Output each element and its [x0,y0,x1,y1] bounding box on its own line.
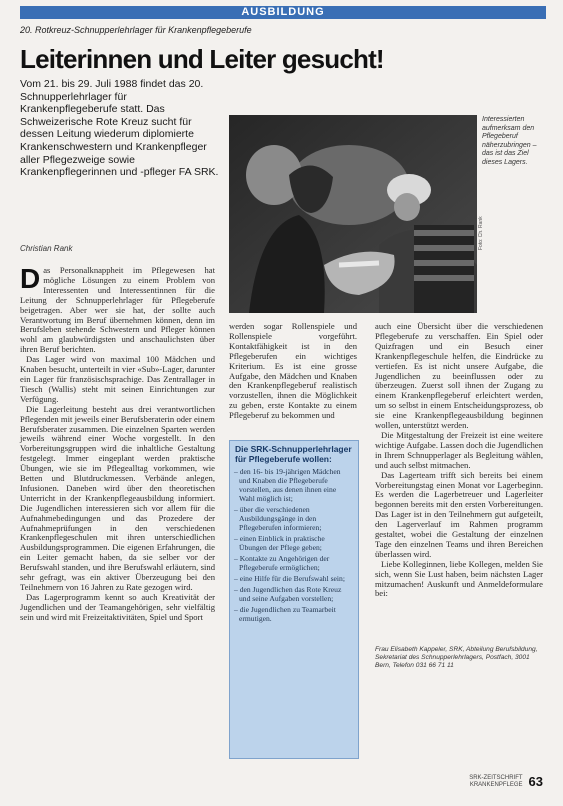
page-footer [469,774,543,789]
article-column-2 [229,321,357,421]
info-box-item: – die Jugendlichen zu Teamarbeit ermutigen. [239,605,353,623]
info-box-list [230,467,358,623]
photo-caption: Interessierten aufmerksam den Pflegeberuf näherzubringen – das ist das Ziel dieses Lagers. [482,116,537,166]
article-column-1 [20,263,215,788]
first-paragraph-text: as Personalknappheit im Pflegewesen hat mögliche Lösungen zu einem Problem von Interessenten und Interessentinnen für die Leitung der Schnupperlehrlager für Pflegeberufe beigetragen. Aber wer sie hat, der sollte auch Verantwortung im Beruf übernehmen können, denn im Berufsleben stehende Schwestern und Pfleger können wohl am glaubwürdigsten und anschaulichsten über ihren Beruf berichten. [20,265,215,355]
photo-credit: Foto: Ch. Rank [478,216,484,250]
info-box-item: – den 16- bis 19-jährigen Mädchen und Knaben die Pflegeberufe vorstellen, aus denen ihnen eine Wahl möglich ist; [239,467,353,503]
article-paragraph: auch eine Übersicht über die verschiedenen Pflegeberufe zu verschaffen. Ein Spiel oder Quizfragen und ein Besuch einer Krankenpflegeschule helfen, die Eindrücke zu vertiefen. Es ist nicht unsere Aufgabe, die Jugendlichen zu beeinflussen oder zu überzeugen. Zuerst soll ihnen der Zugang zu einem Krankenpflegeberuf erleichtert werden, um so selbst in einem Entscheidungsprozess, ob sie eine Krankenpflegeausbildung beginnen wollen, unterstützt werden. [375,321,543,431]
info-box [229,440,359,759]
info-box-item: – über die verschiedenen Ausbildungsgänge in den Pflegeberufen informieren; [239,505,353,532]
contact-footnote: Frau Elisabeth Kappeler, SRK, Abteilung Berufsbildung, Sekretariat des Schnupperlehrlagers, Postfach, 3001 Bern, Telefon 031 66 71 11 [375,646,538,669]
section-label: AUSBILDUNG [241,6,325,18]
info-box-item: – den Jugendlichen das Rote Kreuz und seine Aufgaben vorstellen; [239,585,353,603]
article-paragraph: Die Lagerleitung besteht aus drei verantwortlichen Pflegenden mit jeweils einer Berufsberaterin oder einem Berufsberater zusammen. Die einzelnen Sparten werden jeweils während einer Woche vorgestellt. In den Vorbereitungsgruppen wird die inhaltliche Gestaltung festgelegt. Immer eingeplant werden praktische Übungen, wie sie im Pflegealltag vorkommen, wie Betten und Blutdruckmessen. Verbände anlegen, Infusionen. Daneben wird über den theoretischen Unterricht in der Krankenpflegeausbildung informiert. Die Jugendlichen interessieren sich vor allem für die Aufnahmebedingungen und das Prozedere der Aufnahmeprüfungen in den verschiedenen Krankenpflegeschulen mit ihren unterschiedlichen Ausbildungsprogrammen. Die eigenen Erfahrungen, die ein Leiter gemacht haben, da sie selber vor der Berufswahl standen, und ihre Berufswahl erläutern, sind sehr gefragt, was ein aktiver Überzeugung bei den Teilnehmern von 16 Jahren zu Rate gezogen wird. [20,403,215,592]
photo-image [229,115,477,313]
footer-source-line: KRANKENPFLEGE [469,781,523,788]
section-bar [20,6,546,19]
kicker: 20. Rotkreuz-Schnupperlehrlager für Krankenpflegeberufe [20,25,252,35]
article-paragraph [20,263,215,355]
info-box-item: – einen Einblick in praktische Übungen der Pflege geben; [239,534,353,552]
article-paragraph: Das Lagerprogramm kennt so auch Kreativität der Jugendlichen und der Teamangehörigen, sehr vielfältig sein und wird mit Freizeitaktivitäten, Spiel und Sport [20,591,215,622]
info-box-item: – Kontakte zu Angehörigen der Pflegeberufe ermöglichen; [239,554,353,572]
article-paragraph: Das Lager wird von maximal 100 Mädchen und Knaben besucht, unterteilt in vier «Sub»-Lager, darunter ein Lager für französischsprachige. Das Zentrallager in Tiesch (Wallis) steht mit seinen Einrichtungen zur Verfügung. [20,354,215,404]
info-box-item: – eine Hilfe für die Berufswahl sein; [239,574,353,583]
headline: Leiterinnen und Leiter gesucht! [20,44,384,74]
drop-cap: D [20,263,41,294]
footer-source [469,775,522,789]
article-column-3 [375,322,543,642]
article-paragraph: Das Lagerteam trifft sich bereits bei einem Vorbereitungstag einen Monat vor Lagerbeginn. Es werden die Lagerbetreuer und Lagerleiter begonnen bereits mit den ersten Vorbereitungen. Das Lager ist in den Teilnehmern gut aufgeteilt, den Lagerverlauf im Rahmen programm gestaltet, wobei die Gestaltung der einzelnen Tage den einzelnen Teams und ihren Bereichen überlassen wird. [375,469,543,559]
article-paragraph: Die Mitgestaltung der Freizeit ist eine weitere wichtige Aufgabe. Lassen doch die Jugendlichen in Ihrem Schnupperlager als Begleitung wählen, und auch selbst mitmachen. [375,429,544,470]
page-number: 63 [528,774,543,789]
footer-source-line: SRK-ZEITSCHRIFT [469,774,523,781]
author-byline: Christian Rank [20,244,73,253]
article-paragraph: werden sogar Rollenspiele und Rollenspiele vorgeführt. Kontaktfähigkeit ist in den Pflegeberufen ein wichtiges Kriterium. Es ist eine grosse Aufgabe, den Mädchen und Knaben den Krankenpflegeberuf realistisch vorzustellen, ihnen die Möglichkeit zu geben, erste Kontakte zu einem Pflegeberuf zu bekommen und [229,321,357,421]
info-box-title: Die SRK-Schnupperlehrlager für Pflegeberufe wollen: [235,444,352,464]
article-paragraph: Liebe Kolleginnen, liebe Kollegen, melden Sie sich, wenn Sie Lust haben, beim nächsten Lager mitzumachen! Auskunft und Anmeldeformulare bei: [375,558,543,599]
lead-paragraph: Vom 21. bis 29. Juli 1988 findet das 20. Schnupperlehrlager für Krankenpflegeberufe statt. Das Schweizerische Rote Kreuz sucht für dessen Leitung wiederum diplomierte Krankenschwestern und Krankenpfleger aller Pflegezweige sowie Krankenpflegerinnen und -pfleger FA SRK. [20,78,219,179]
photo-nurses-training [229,115,477,313]
